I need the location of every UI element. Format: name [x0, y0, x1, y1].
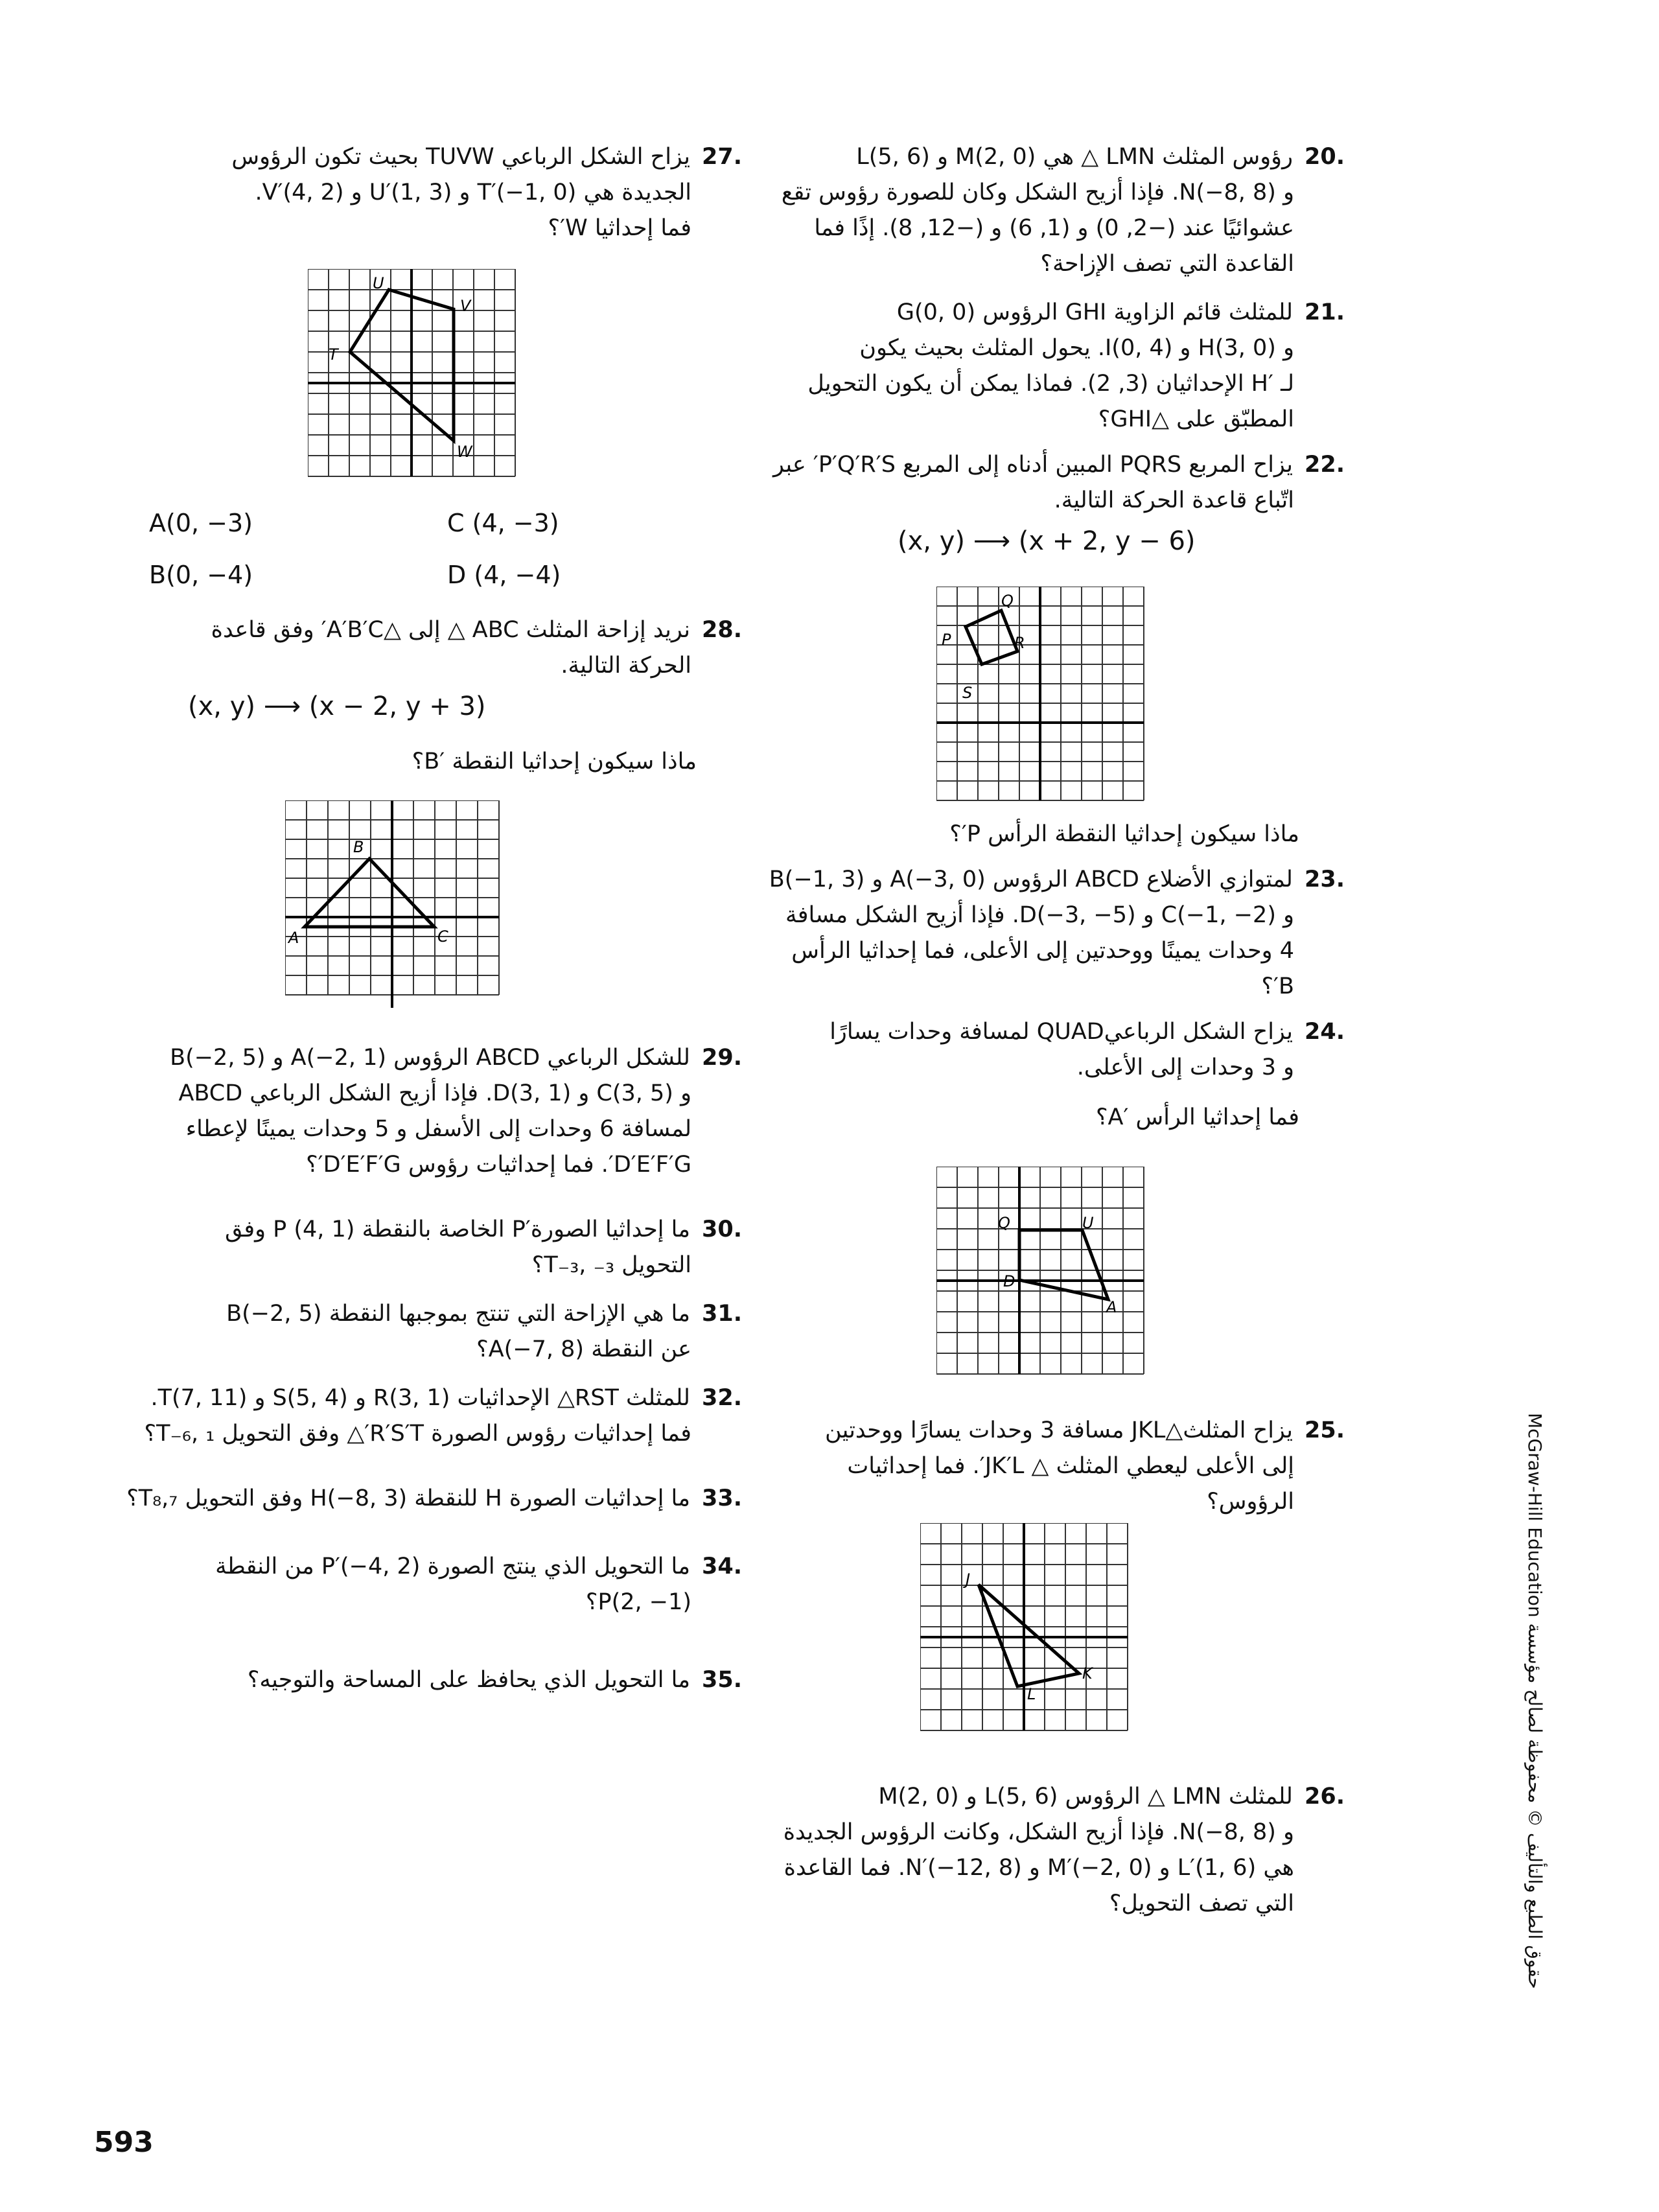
- label-j: J: [966, 1570, 971, 1589]
- graph-22: [936, 587, 1150, 807]
- label-v: V: [460, 297, 471, 315]
- problem-25: .25يزاح المثلث△JKL مسافة 3 وحدات يسارًا ووحدتين إلى الأعلى ليعطي المثلث △ JK′L′. فما إحداثيات الرؤوس؟: [824, 1417, 1345, 1515]
- problem-34: .34ما التحويل الذي ينتج الصورة P′(−4, 2) من النقطة P(2, −1)؟: [215, 1554, 742, 1615]
- label-u: U: [1082, 1214, 1094, 1232]
- graph-25: [920, 1523, 1134, 1737]
- label-a: A: [1106, 1298, 1117, 1316]
- triangle-jkl: [979, 1585, 1079, 1686]
- problem-22: .22يزاح المربع PQRS المبين أدناه إلى المربع P′Q′R′S′ عبر اتّباع قاعدة الحركة التالية.: [773, 452, 1345, 513]
- problem-23: .23لمتوازي الأضلاع ABCD الرؤوس A(−3, 0) و B(−1, 3) و C(−1, −2) و D(−3, −5). فإذا أزيح الشكل مسافة 4 وحدات يمينًا ووحدتين إلى الأعلى، فما إحداثيا الرأس B′؟: [769, 867, 1345, 999]
- page-number: 593: [94, 2126, 154, 2159]
- option-a: A(0, −3): [149, 509, 253, 537]
- label-r: R: [1014, 634, 1025, 652]
- label-b: B: [353, 838, 364, 856]
- option-c: C (4, −3): [447, 509, 559, 537]
- question-24: فما إحداثيا الرأس ′A؟: [1095, 1104, 1299, 1130]
- graph-27: [308, 269, 522, 483]
- problem-33: .33ما إحداثيات الصورة H للنقطة H(−8, 3) وفق التحويل T₈,₇؟: [126, 1485, 742, 1511]
- label-p: P: [942, 631, 951, 649]
- copyright-sidebar: حقوق الطبع والتأليف © محفوظة لصالح مؤسسة McGraw-Hill Education: [1524, 1413, 1546, 1989]
- label-d: D: [1003, 1272, 1015, 1290]
- option-d: D (4, −4): [447, 561, 561, 589]
- formula-22: (x, y) ⟶ (x + 2, y − 6): [898, 526, 1196, 556]
- label-l: L: [1027, 1685, 1036, 1703]
- label-s: S: [962, 684, 973, 702]
- quad-tuvw: [350, 290, 454, 441]
- graph-28: [285, 800, 505, 1014]
- graph-24: [936, 1167, 1150, 1380]
- quad-quad: [1019, 1230, 1108, 1299]
- label-q: Q: [1001, 592, 1014, 610]
- problem-32: .32للمثلث RST△ الإحداثيات R(3, 1) و S(5, 4) و T(7, 11). فما إحداثيات رؤوس الصورة R′S′T′△ وفق التحويل T₋₆, ₁؟: [144, 1385, 742, 1447]
- label-q: Q: [998, 1214, 1010, 1232]
- problem-28: .28نريد إزاحة المثلث ABC △ إلى △A′B′C′ وفق قاعدة الحركة التالية.: [211, 617, 742, 679]
- problem-24: .24يزاح الشكل الرباعيQUAD لمسافة وحدات يسارًا و 3 وحدات إلى الأعلى.: [830, 1019, 1345, 1080]
- problem-20: .20رؤوس المثلث LMN △ هي M(2, 0) و L(5, 6) و N(−8, 8). فإذا أزيح الشكل وكان للصورة رؤوس تقع عشوائيًا عند (−2, 0) و (1, 6) و (−12, 8). إذًا فما القاعدة التي تصف الإزاحة؟: [781, 144, 1345, 277]
- label-t: T: [329, 345, 338, 364]
- problem-26: .26للمثلث LMN △ الرؤوس L(5, 6) و M(2, 0) و N(−8, 8). فإذا أزيح الشكل، وكانت الرؤوس الجديدة هي L′(1, 6) و M′(−2, 0) و N′(−12, 8). فما القاعدة التي تصف التحويل؟: [783, 1784, 1345, 1916]
- question-22: ماذا سيكون إحداثيا النقطة الرأس P′؟: [949, 821, 1299, 847]
- problem-29: .29للشكل الرباعي ABCD الرؤوس A(−2, 1) و B(−2, 5) و C(3, 5) و D(3, 1). فإذا أزيح الشكل الرباعي ABCD لمسافة 6 وحدات إلى الأسفل و 5 وحدات يمينًا لإعطاء D′E′F′G′. فما إحداثيات رؤوس D′E′F′G′؟: [170, 1045, 742, 1178]
- label-c: C: [437, 927, 448, 946]
- problem-35: .35ما التحويل الذي يحافظ على المساحة والتوجيه؟: [247, 1667, 742, 1693]
- problem-31: .31ما هي الإزاحة التي تنتج بموجبها النقطة B(−2, 5) عن النقطة A(−7, 8)؟: [226, 1301, 742, 1362]
- problem-number: .20: [1304, 144, 1345, 170]
- formula-28: (x, y) ⟶ (x − 2, y + 3): [188, 692, 486, 721]
- square-pqrs: [966, 611, 1017, 664]
- label-k: K: [1082, 1664, 1093, 1682]
- option-b: B(0, −4): [149, 561, 253, 589]
- problem-30: .30ما إحداثيا الصورة′P الخاصة بالنقطة P (4, 1) وفق التحويل T₋₃, ₋₃؟: [225, 1217, 742, 1278]
- publisher-brand: McGraw-Hill Education: [1524, 1413, 1546, 1618]
- question-28: ماذا سيكون إحداثيا النقطة ′B؟: [412, 749, 697, 774]
- label-a: A: [288, 929, 299, 947]
- label-w: W: [457, 443, 472, 461]
- label-u: U: [373, 274, 384, 292]
- problem-27: .27يزاح الشكل الرباعي TUVW بحيث تكون الرؤوس الجديدة هي T′(−1, 0) و U′(1, 3) و V′(4, 2). فما إحداثيا W′؟: [231, 144, 742, 241]
- problem-21: .21للمثلث قائم الزاوية GHI الرؤوس G(0, 0) و H(3, 0) و I(0, 4). يحول المثلث بحيث يكون لـ ′H الإحداثيان (3, 2). فماذا يمكن أن يكون التحويل المطبّق على △GHI؟: [807, 299, 1345, 432]
